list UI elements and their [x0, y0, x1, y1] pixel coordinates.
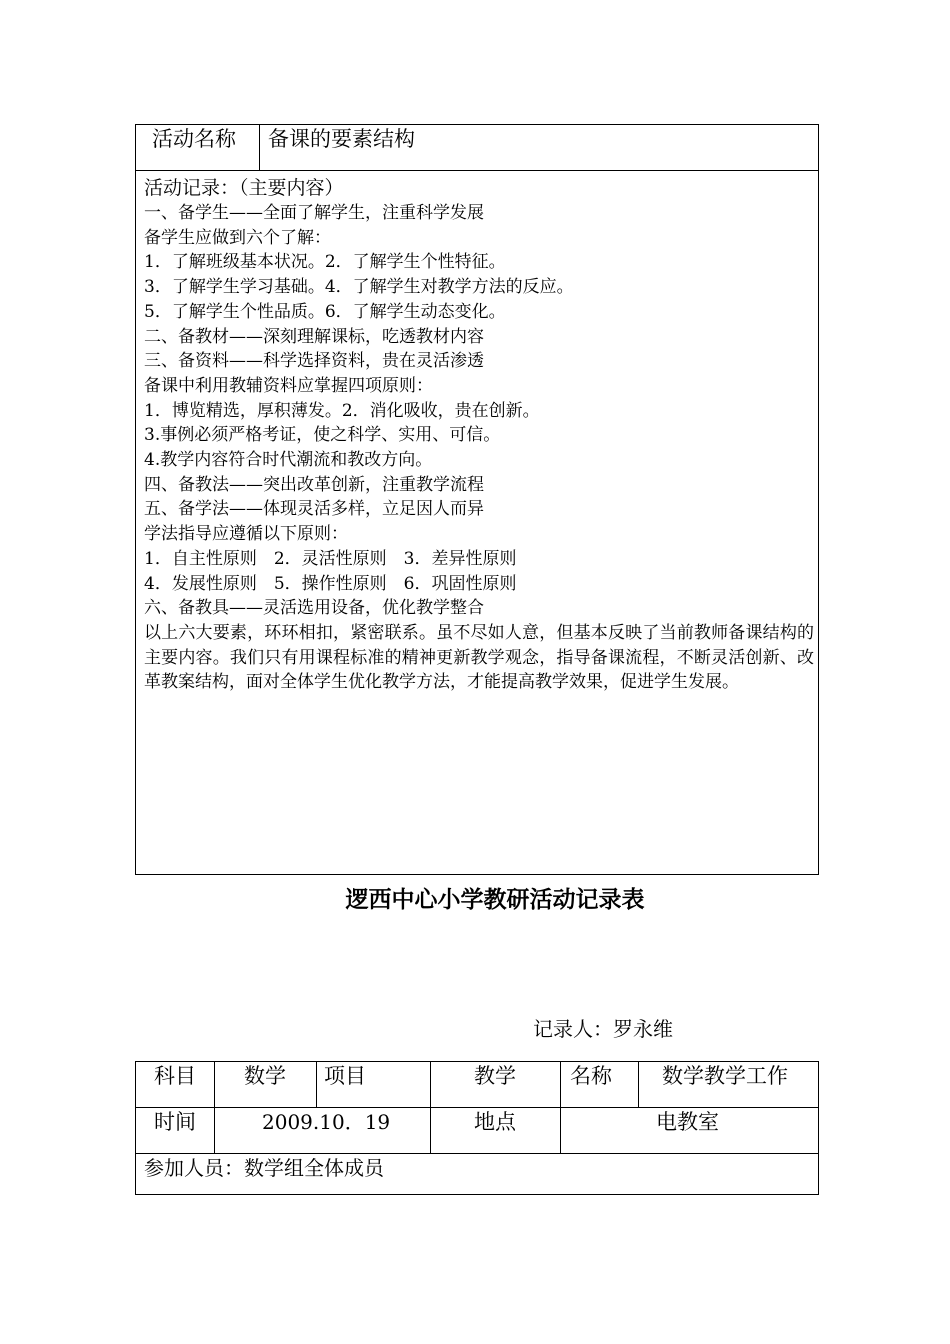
info-table-col-divider — [214, 1107, 215, 1153]
name-label: 名称 — [570, 1064, 612, 1088]
participants: 参加人员：数学组全体成员 — [144, 1156, 384, 1180]
activity-name-value: 备课的要素结构 — [268, 127, 415, 151]
record-line: 一、备学生——全面了解学生，注重科学发展 — [144, 203, 484, 223]
time-label: 时间 — [154, 1110, 196, 1134]
item-value: 教学 — [474, 1064, 516, 1088]
info-table-col-divider — [430, 1061, 431, 1153]
record-summary: 以上六大要素，环环相扣，紧密联系。虽不尽如人意，但基本反映了当前教师备课结构的主要内容。我们只有用课程标准的精神更新教学观念，指导备课流程，不断灵活创新、改革教案结构，面对全体学生优化教学方法，才能提高教学效果，促进学生发展。 — [144, 622, 814, 693]
record-line: 三、备资料——科学选择资料，贵在灵活渗透 — [144, 351, 484, 372]
record-line: 1．了解班级基本状况。2．了解学生个性特征。 — [144, 252, 506, 273]
record-line: 1．博览精选，厚积薄发。2．消化吸收，贵在创新。 — [144, 400, 540, 421]
record-line: 3.事例必须严格考证，使之科学、实用、可信。 — [144, 425, 501, 446]
recorder: 记录人：罗永维 — [533, 1017, 673, 1041]
record-line: 二、备教材——深刻理解课标，吃透教材内容 — [144, 326, 484, 347]
record-line: 备学生应做到六个了解： — [144, 227, 331, 248]
form-title: 逻西中心小学教研活动记录表 — [345, 887, 645, 913]
info-table-row-divider — [135, 1107, 819, 1108]
subject-label: 科目 — [154, 1064, 196, 1088]
place-value: 电教室 — [656, 1110, 719, 1134]
subject-value: 数学 — [244, 1064, 286, 1088]
activity-name-label: 活动名称 — [152, 127, 236, 151]
record-table-row-divider — [135, 170, 819, 171]
info-table-col-divider — [638, 1061, 639, 1107]
record-line: 备课中利用教辅资料应掌握四项原则： — [144, 375, 433, 396]
time-value: 2009.10．19 — [262, 1110, 391, 1134]
info-table-col-divider — [214, 1061, 215, 1107]
info-table-col-divider — [316, 1061, 317, 1107]
place-label: 地点 — [474, 1110, 516, 1134]
record-line: 四、备教法——突出改革创新，注重教学流程 — [144, 474, 484, 495]
info-table-row-divider — [135, 1153, 819, 1154]
name-value: 数学教学工作 — [662, 1064, 788, 1088]
info-table-col-divider — [560, 1061, 561, 1153]
record-line: 4.教学内容符合时代潮流和教改方向。 — [144, 450, 433, 471]
record-content — [144, 175, 814, 695]
record-line: 1．自主性原则 2．灵活性原则 3．差异性原则 — [144, 548, 517, 569]
record-line: 3．了解学生学习基础。4．了解学生对教学方法的反应。 — [144, 277, 574, 298]
record-heading: 活动记录：（主要内容） — [144, 177, 344, 199]
record-line: 4．发展性原则 5．操作性原则 6．巩固性原则 — [144, 573, 517, 594]
record-line: 5．了解学生个性品质。6．了解学生动态变化。 — [144, 301, 506, 322]
record-line: 五、备学法——体现灵活多样，立足因人而异 — [144, 499, 484, 520]
record-line: 六、备教具——灵活选用设备，优化教学整合 — [144, 598, 484, 619]
record-table-col-divider — [259, 124, 260, 170]
record-line: 学法指导应遵循以下原则： — [144, 524, 348, 545]
item-label: 项目 — [324, 1064, 366, 1088]
